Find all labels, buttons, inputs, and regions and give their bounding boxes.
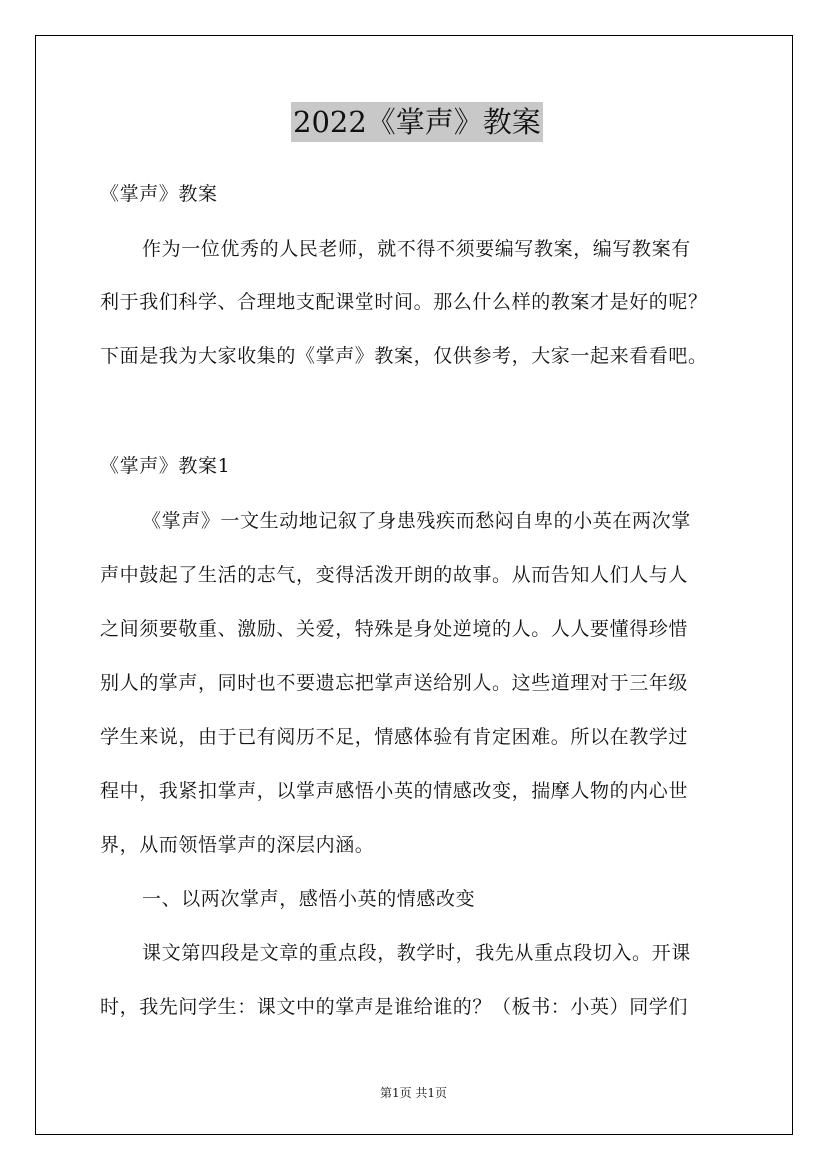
intro-line: 下面是我为大家收集的《掌声》教案，仅供参考，大家一起来看看吧。 [100,345,708,367]
section-heading: 《掌声》教案1 [100,455,231,477]
document-title: 2022《掌声》教案 [291,102,543,142]
body-line: 之间须要敬重、激励、关爱，特殊是身处逆境的人。人人要懂得珍惜 [100,618,689,640]
page-number: 第1页 共1页 [379,1086,448,1100]
body-line: 声中鼓起了生活的志气，变得活泼开朗的故事。从而告知人们人与人 [100,564,689,586]
intro-line: 利于我们科学、合理地支配课堂时间。那么什么样的教案才是好的呢？ [100,291,708,313]
body-line: 程中，我紧扣掌声，以掌声感悟小英的情感改变，揣摩人物的内心世 [100,780,689,802]
body-line: 学生来说，由于已有阅历不足，情感体验有肯定困难。所以在教学过 [100,726,689,748]
document-subtitle: 《掌声》教案 [100,183,218,205]
body-line: 界，从而领悟掌声的深层内涵。 [100,834,375,856]
intro-line: 作为一位优秀的人民老师，就不得不须要编写教案，编写教案有 [142,238,691,260]
point-body-line: 时，我先问学生：课文中的掌声是谁给谁的？（板书：小英）同学们 [100,996,689,1018]
body-line: 《掌声》一文生动地记叙了身患残疾而愁闷自卑的小英在两次掌 [142,510,691,532]
body-line: 别人的掌声，同时也不要遗忘把掌声送给别人。这些道理对于三年级 [100,672,689,694]
point-body-line: 课文第四段是文章的重点段，教学时，我先从重点段切入。开课 [142,942,691,964]
point-heading: 一、以两次掌声，感悟小英的情感改变 [142,888,476,910]
